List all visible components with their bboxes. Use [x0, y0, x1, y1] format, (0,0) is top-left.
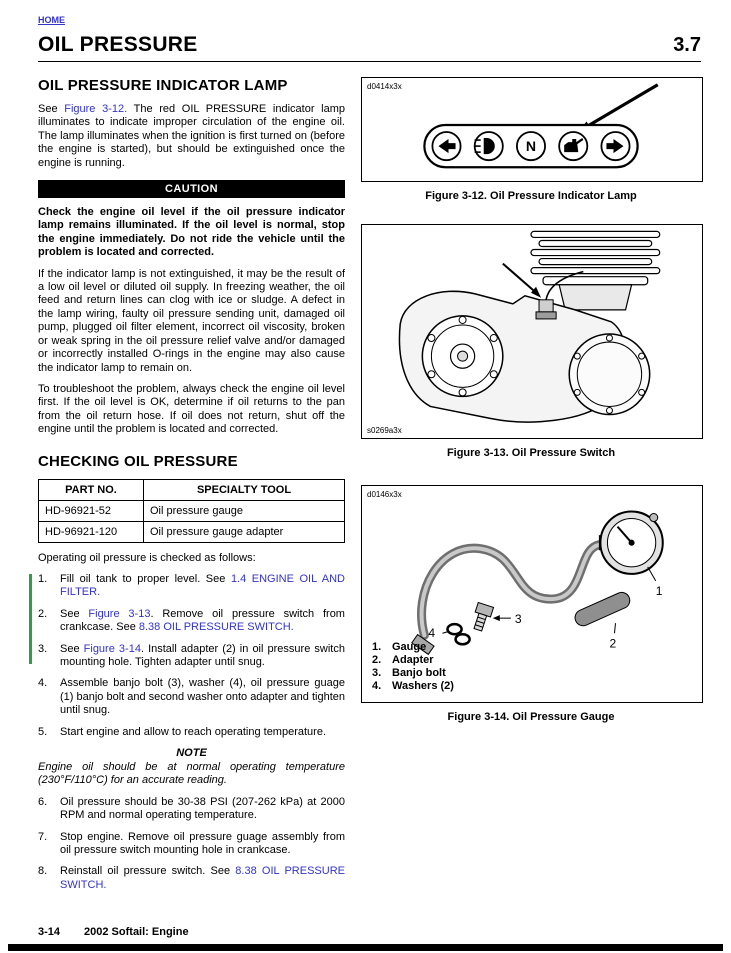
figure-code: d0146x3x	[367, 490, 402, 499]
link-figure-3-13[interactable]: Figure 3-13	[88, 607, 151, 620]
cell-tool: Oil pressure gauge adapter	[144, 521, 345, 542]
cylinder-fins-icon	[531, 231, 660, 284]
step-text: Assemble banjo bolt (3), washer (4), oil pressure guage (1) banjo bolt and second washer onto adapter and tighten until snug.	[60, 677, 345, 717]
figure-3-13-caption: Figure 3-13. Oil Pressure Switch	[446, 447, 616, 459]
title-divider	[38, 61, 701, 62]
callout-3-arrowhead	[493, 615, 500, 621]
paragraph-troubleshoot: To troubleshoot the problem, always check the engine oil level first. If the oil level is OK, determine if oil returns to the pan from the oil return hose. If oil does not return, shut off the engine until the problem is located and corrected.	[38, 382, 345, 436]
cylinder-base	[559, 285, 631, 310]
table-row	[39, 500, 345, 521]
step-number: 7.	[38, 830, 48, 843]
link-figure-3-12[interactable]: Figure 3-12.	[64, 103, 128, 115]
text-run: See	[60, 607, 89, 620]
heading-checking-oil-pressure: CHECKING OIL PRESSURE	[38, 452, 238, 470]
caution-text: Check the engine oil level if the oil pressure indicator lamp remains illuminated. If the oil level is normal, stop the engine immediately. Do not ride the vehicle until the problem is located and corrected.	[38, 206, 345, 259]
text-run: . Remove oil pressure switch from crankcase. See	[60, 607, 345, 634]
table-row	[39, 521, 345, 542]
footer-doc-title: 2002 Softail: Engine	[84, 926, 189, 938]
figure-3-12-box	[361, 77, 703, 182]
cam-cover	[569, 334, 649, 414]
callout-1: 1	[655, 584, 663, 599]
cell-tool: Oil pressure gauge	[144, 500, 345, 521]
right-column	[361, 77, 701, 900]
step-number: 5.	[38, 725, 48, 738]
legend-label: Banjo bolt	[392, 667, 446, 679]
bottom-bar	[8, 944, 723, 951]
step-3	[38, 643, 345, 670]
paragraph-lamp-causes: If the indicator lamp is not extinguished, it may be the result of a low oil level or diluted oil supply. In freezing weather, the oil feed and return lines can clog with ice or sludge. A defect in the lamp wiring, faulty oil pressure sending unit, damaged oil pump, plugged oil filter element, incorrect oil viscosity, broken or weak spring in the oil pressure relief valve and/or damaged or incorrectly installed O-rings in the engine may also cause the indicator lamp to remain on.	[38, 267, 345, 374]
text-run: Fill oil tank to proper level. See	[60, 572, 231, 585]
step-8	[38, 865, 345, 892]
step-1	[38, 573, 345, 600]
figure-3-14-caption: Figure 3-14. Oil Pressure Gauge	[447, 711, 615, 723]
oil-pressure-switch-illustration	[362, 225, 702, 438]
step-number: 3.	[38, 642, 48, 655]
figure-3-12-caption: Figure 3-12. Oil Pressure Indicator Lamp	[425, 190, 637, 202]
table-header-row	[39, 479, 345, 500]
text-run: See	[60, 642, 84, 655]
legend-number: 1.	[372, 641, 382, 653]
gauge-hose-highlight	[422, 545, 600, 636]
step-text	[60, 643, 345, 670]
step-7	[38, 831, 345, 858]
step-text	[60, 573, 345, 600]
step-number: 8.	[38, 865, 48, 878]
caution-banner	[38, 180, 345, 198]
title-row	[38, 33, 701, 57]
text-run: Reinstall oil pressure switch. See	[60, 865, 236, 878]
step-6	[38, 796, 345, 823]
text-run: See	[38, 103, 65, 115]
high-beam-icon	[475, 138, 495, 154]
link-oil-pressure-switch[interactable]: 8.38 OIL PRESSURE SWITCH.	[60, 865, 345, 891]
two-column-layout	[38, 77, 701, 900]
sprocket-boss	[422, 316, 502, 396]
callout-4: 4	[428, 626, 436, 641]
home-link[interactable]: HOME	[38, 15, 65, 25]
step-number: 4.	[38, 677, 48, 690]
legend-label: Washers (2)	[392, 680, 454, 692]
step-number: 2.	[38, 607, 48, 620]
legend-item	[372, 641, 454, 654]
section-number: 3.7	[673, 34, 701, 56]
text-run: . Install adapter (2) in oil pressure switch mounting hole. Tighten adapter until snug.	[60, 642, 345, 668]
left-column	[38, 77, 345, 900]
legend-item	[372, 654, 454, 667]
col-header-part-no: PART NO.	[39, 479, 144, 500]
cell-part-no: HD-96921-52	[39, 500, 144, 521]
step-number: 6.	[38, 795, 48, 808]
text-run: The red OIL PRESSURE indicator lamp illuminates to indicate improper circulation of the engine oil. The lamp illuminates when the ignition is first turned on (before the engine is started), but should be extinguished once the engine is running.	[38, 103, 346, 169]
link-engine-oil-and-filter[interactable]: 1.4 ENGINE OIL AND FILTER.	[60, 572, 345, 599]
indicator-lamp-illustration	[362, 78, 702, 181]
step-text: Oil pressure should be 30-38 PSI (207-262 kPa) at 2000 RPM and normal operating temperature.	[60, 795, 345, 822]
heading-indicator-lamp: OIL PRESSURE INDICATOR LAMP	[38, 77, 288, 94]
note-text: Engine oil should be at normal operating temperature (230°F/110°C) for an accurate reading.	[38, 761, 345, 787]
step-text	[60, 865, 345, 892]
neutral-indicator: N	[525, 138, 537, 155]
legend-number: 2.	[372, 654, 382, 666]
legend-label: Adapter	[392, 654, 434, 666]
legend-item	[372, 667, 454, 680]
page-footer	[38, 926, 189, 938]
step-4	[38, 677, 345, 717]
figure-legend	[372, 641, 454, 693]
pressure-gauge-icon	[599, 512, 662, 574]
link-oil-pressure-switch[interactable]: 8.38 OIL PRESSURE SWITCH.	[138, 621, 294, 634]
step-text: Start engine and allow to reach operating temperature.	[60, 725, 326, 738]
cell-part-no: HD-96921-120	[39, 521, 144, 542]
step-text: Stop engine. Remove oil pressure guage assembly from oil pressure switch mounting hole in crankcase.	[60, 830, 345, 857]
revision-change-bar-group	[38, 573, 345, 669]
callout-3: 3	[514, 612, 522, 627]
adapter-icon	[572, 590, 632, 628]
note-label: NOTE	[176, 747, 207, 759]
caution-label: CAUTION	[165, 183, 218, 196]
pointer-arrow	[589, 85, 658, 126]
legend-item	[372, 680, 454, 693]
figure-code: s0269a3x	[367, 426, 402, 435]
figure-3-14-box	[361, 485, 703, 703]
figure-3-13-box	[361, 224, 703, 439]
step-5	[38, 726, 345, 739]
banjo-bolt-icon	[470, 602, 493, 632]
page-title: OIL PRESSURE	[38, 33, 198, 56]
procedure-intro: Operating oil pressure is checked as follows:	[38, 551, 256, 564]
specialty-tool-table	[38, 479, 345, 543]
legend-label: Gauge	[392, 641, 427, 653]
procedure-steps	[38, 573, 345, 892]
step-2	[38, 608, 345, 635]
col-header-specialty-tool: SPECIALTY TOOL	[144, 479, 345, 500]
legend-number: 4.	[372, 680, 382, 692]
paragraph-lamp-intro	[38, 103, 345, 170]
legend-number: 3.	[372, 667, 382, 679]
footer-page-number: 3-14	[38, 926, 61, 938]
link-figure-3-14[interactable]: Figure 3-14	[83, 642, 141, 655]
step-text	[60, 608, 345, 635]
step-number: 1.	[38, 572, 48, 585]
figure-code: d0414x3x	[367, 82, 402, 91]
callout-2: 2	[609, 636, 617, 651]
